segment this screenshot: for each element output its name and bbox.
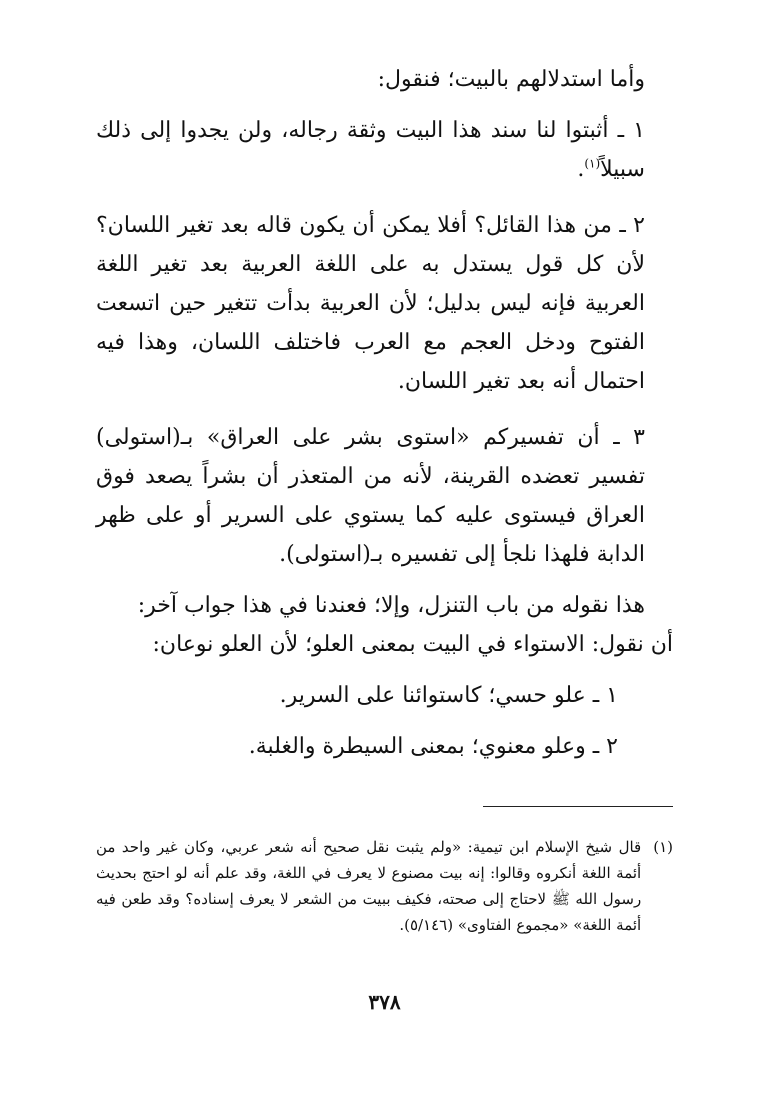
- footnote: [96, 834, 673, 938]
- footnote-divider: [483, 806, 673, 807]
- footnote-marker: (١): [653, 838, 673, 856]
- point-3: ٣ ـ أن تفسيركم «استوى بشر على العراق» بـ(استولى) تفسير تعضده القرينة، لأنه من المتعذر أن بشراً يصعد فوق العراق فيستوى عليه كما يستوي على السرير أو على ظهر الدابة فلهذا نلجأ إلى تفسيره بـ(استولى).: [96, 425, 645, 567]
- answer-intro: هذا نقوله من باب التنزل، وإلا؛ فعندنا في هذا جواب آخر:: [137, 593, 645, 618]
- type-2: ٢ ـ وعلو معنوي؛ بمعنى السيطرة والغلبة.: [248, 734, 618, 759]
- book-page: [96, 60, 673, 1060]
- main-text: [96, 60, 673, 766]
- answer-line: أن نقول: الاستواء في البيت بمعنى العلو؛ لأن العلو نوعان:: [152, 632, 673, 657]
- footnote-text: قال شيخ الإسلام ابن تيمية: «ولم يثبت نقل صحيح أنه شعر عربي، وكان غير واحد من أئمة اللغة أنكروه وقالوا: إنه بيت مصنوع لا يعرف في اللغة، وقد علم أنه لو احتج بحديث رسول الله ﷺ لاحتاج إلى صحته، فكيف ببيت من الشعر لا يعرف إسناده؟ وقد طعن فيه أئمة اللغة» «مجموع الفتاوى» (٥/١٤٦).: [96, 838, 642, 934]
- point-1-end: .: [577, 157, 585, 182]
- point-1: [96, 111, 673, 189]
- footnote-reference: (١): [584, 156, 601, 171]
- page-number: ٣٧٨: [368, 990, 401, 1014]
- point-2: ٢ ـ من هذا القائل؟ أفلا يمكن أن يكون قاله بعد تغير اللسان؟ لأن كل قول يستدل به على اللغة العربية بعد تغير اللغة العربية فإنه ليس بدليل؛ لأن العربية بدأت تتغير حين اتسعت الفتوح ودخل العجم مع العرب فاختلف اللسان، وهذا فيه احتمال أنه بعد تغير اللسان.: [96, 213, 645, 394]
- intro-line: وأما استدلالهم بالبيت؛ فنقول:: [377, 67, 645, 92]
- point-1-text: ١ ـ أثبتوا لنا سند هذا البيت وثقة رجاله، ولن يجدوا إلى ذلك سبيلاً: [96, 118, 645, 182]
- type-1: ١ ـ علو حسي؛ كاستوائنا على السرير.: [279, 683, 618, 708]
